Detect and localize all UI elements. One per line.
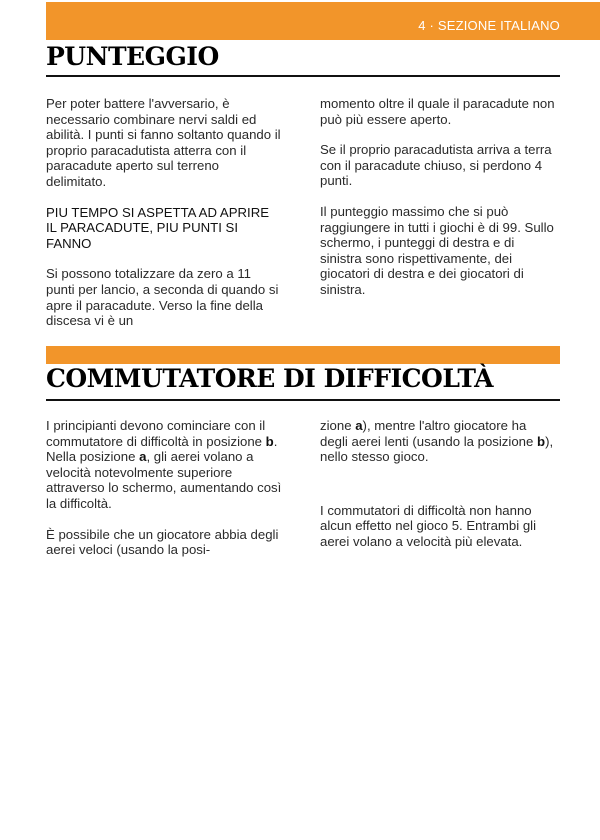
section-title-punteggio: PUNTEGGIO <box>46 42 219 71</box>
paragraph: I commutatori di difficoltà non hanno alcun effetto nel gioco 5. Entrambi gli aerei volano a velocità più elevata. <box>320 502 537 549</box>
position-b-label: b <box>537 433 546 449</box>
section-band <box>46 346 560 364</box>
section-label: 4 · SEZIONE ITALIANO <box>418 18 560 33</box>
paragraph: Il punteggio massimo che si può raggiungere in tutti i giochi è di 99. Sullo schermo, i punteggi di destra e di sinistra sono rispettivamente, dei giocatori di destra e dei giocatori di sinistra. <box>320 203 554 297</box>
commutatore-left-column <box>46 418 282 573</box>
commutatore-right-column <box>320 418 556 565</box>
paragraph: zione a), mentre l'altro giocatore ha degli aerei lenti (usando la posizione b), nello stesso gioco. <box>320 418 554 465</box>
header-band <box>46 2 600 40</box>
section-title-commutatore: COMMUTATORE DI DIFFICOLTÀ <box>46 364 493 393</box>
paragraph: momento oltre il quale il paracadute non può più essere aperto. <box>320 96 555 127</box>
paragraph: Se il proprio paracadutista arriva a terra con il paracadute chiuso, si perdono 4 punti. <box>320 142 552 189</box>
paragraph: Si possono totalizzare da zero a 11 punti per lancio, a seconda di quando si apre il paracadute. Verso la fine della discesa vi è un <box>46 266 279 329</box>
punteggio-right-column <box>320 96 556 313</box>
position-a-label: a <box>355 418 363 433</box>
position-a-label: a <box>139 449 147 465</box>
position-b-label: b <box>265 433 274 449</box>
paragraph: Per poter battere l'avversario, è necessario combinare nervi saldi ed abilità. I punti si fanno soltanto quando il proprio paracadutista atterra con il paracadute aperto sul terreno delimitato. <box>46 96 281 189</box>
caps-heading: PIU TEMPO SI ASPETTA AD APRIRE IL PARACADUTE, PIU PUNTI SI FANNO <box>46 204 270 251</box>
paragraph: I principianti devono cominciare con il commutatore di difficoltà in posizione b. Nella posizione a, gli aerei volano a velocità notevolmente superiore attraverso lo schermo, aumentando così la difficoltà. <box>46 418 282 511</box>
title-rule <box>46 75 560 77</box>
title-rule <box>46 399 560 401</box>
paragraph: È possibile che un giocatore abbia degli aerei veloci (usando la posi- <box>46 526 279 558</box>
punteggio-left-column <box>46 96 282 344</box>
